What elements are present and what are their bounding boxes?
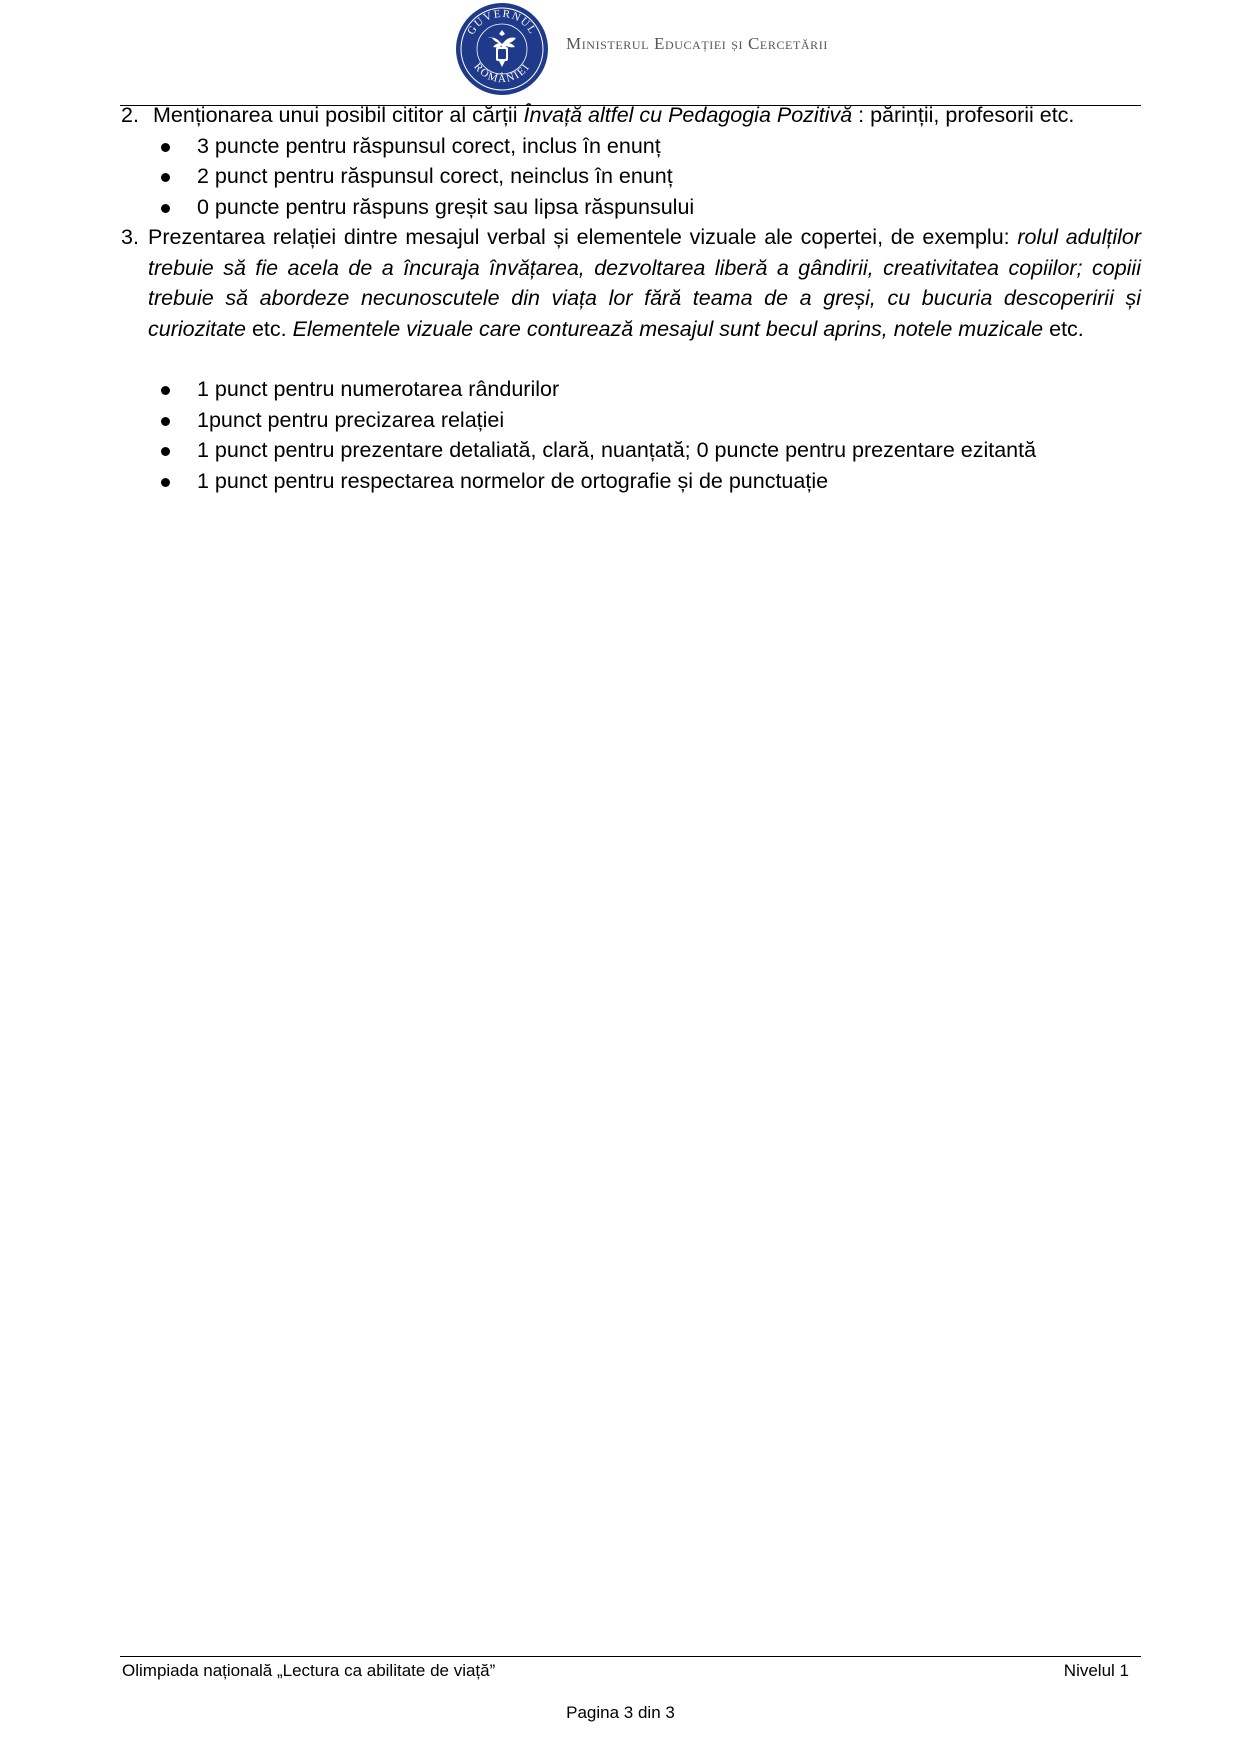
question-3: 3. Prezentarea relației dintre mesajul verbal și elementele vizuale ale copertei, de exemplu: rolul adulților trebuie să fie acela de a încuraja învățarea, dezvoltarea liberă a gândirii, creativitatea copiilor; copiii trebuie să abordeze necunoscutele din viața lor fără teama de a greși, cu bucuria descoperirii și curiozitate etc. Elementele vizuale care conturează mesajul sunt becul aprins, notele muzicale etc. — [121, 222, 1141, 344]
list-item: 1 punct pentru respectarea normelor de ortografie și de punctuație — [121, 466, 1141, 497]
footer-level: Nivelul 1 — [1063, 1661, 1129, 1680]
book-title: Învață altfel cu Pedagogia Pozitivă — [523, 103, 853, 127]
list-item: 0 puncte pentru răspuns greșit sau lipsa răspunsului — [121, 192, 1141, 223]
bullet-icon — [161, 143, 170, 152]
page-header — [0, 0, 1241, 100]
government-seal-logo — [455, 2, 549, 96]
bullet-icon — [161, 447, 170, 456]
bullet-icon — [161, 173, 170, 182]
list-item: 1 punct pentru numerotarea rândurilor — [121, 374, 1141, 405]
scoring-list-3 — [121, 374, 1141, 496]
bullet-icon — [161, 478, 170, 487]
list-item: 1 punct pentru prezentare detaliată, clară, nuanțată; 0 puncte pentru prezentare ezitantă — [121, 435, 1141, 466]
svg-text:ROMÂNIEI: ROMÂNIEI — [471, 60, 533, 86]
item-number: 3. — [121, 225, 139, 249]
footer-olympiad-name: Olimpiada națională „Lectura ca abilitate de viață” — [122, 1661, 496, 1680]
bullet-icon — [161, 204, 170, 213]
visual-elements-italic: Elementele vizuale care conturează mesajul sunt becul aprins, notele muzicale — [292, 316, 1044, 341]
list-item: 3 puncte pentru răspunsul corect, inclus în enunț — [121, 131, 1141, 162]
question-2 — [121, 100, 1141, 131]
footer-divider — [120, 1656, 1141, 1657]
item-number: 2. — [121, 103, 139, 127]
document-body — [121, 100, 1141, 496]
item-text-after: : părinții, profesorii etc. — [852, 103, 1075, 127]
scoring-list-2 — [121, 131, 1141, 223]
page-number: Pagina 3 din 3 — [566, 1703, 675, 1722]
bullet-icon — [161, 417, 170, 426]
ministry-name: Ministerul Educației și Cercetării — [566, 34, 828, 53]
item-text: Menționarea unui posibil cititor al cărții — [153, 103, 524, 127]
svg-text:GUVERNUL: GUVERNUL — [465, 7, 539, 37]
list-item: 1punct pentru precizarea relației — [121, 405, 1141, 436]
list-item: 2 punct pentru răspunsul corect, neinclus în enunț — [121, 161, 1141, 192]
item-text: Prezentarea relației dintre mesajul verbal și elementele vizuale ale copertei, de exemplu: — [148, 225, 1018, 249]
example-italic: rolul adulților trebuie să fie acela de a încuraja învățarea, dezvoltarea liberă a gândirii, creativitatea copiilor; copiii trebuie să abordeze necunoscutele din viața lor fără teama de a greși, cu bucuria descoperirii și curiozitate — [148, 225, 1141, 341]
bullet-icon — [161, 386, 170, 395]
